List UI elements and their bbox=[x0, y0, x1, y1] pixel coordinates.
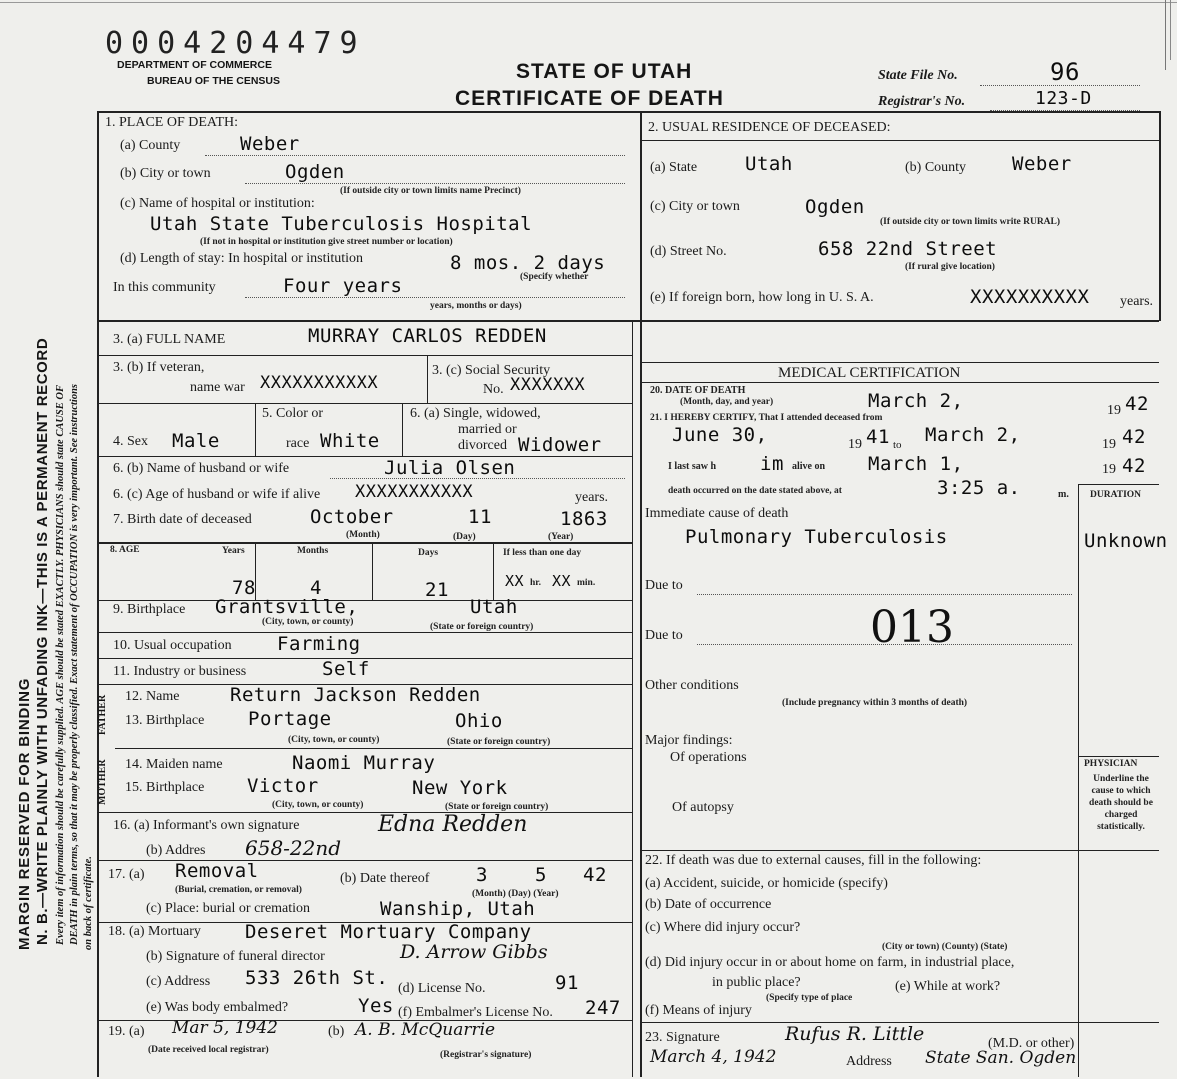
death-city: Ogden bbox=[285, 161, 345, 183]
stay-hospital: 8 mos. 2 days bbox=[450, 252, 606, 274]
due-to-label-2: Due to bbox=[645, 628, 683, 643]
age-days: 21 bbox=[425, 579, 449, 601]
major-findings-label: Major findings: bbox=[645, 733, 733, 748]
disposition: Removal bbox=[175, 860, 259, 882]
res-county: Weber bbox=[1012, 153, 1072, 175]
external-label: 22. If death was due to external causes, fill in the following: bbox=[645, 853, 982, 868]
occurrence-label: (b) Date of occurrence bbox=[645, 897, 772, 912]
injury-where-label: (c) Where did injury occur? bbox=[645, 920, 801, 935]
industry-label: 11. Industry or business bbox=[113, 664, 247, 679]
father-birthplace-city: Portage bbox=[248, 708, 332, 730]
page-edge bbox=[0, 2, 1177, 3]
county-label: (a) County bbox=[120, 138, 181, 153]
place-heading: 1. PLACE OF DEATH: bbox=[105, 115, 239, 130]
res-city: Ogden bbox=[805, 196, 865, 218]
registrar-note: (Registrar's signature) bbox=[440, 1050, 532, 1060]
occupation-label: 10. Usual occupation bbox=[113, 638, 232, 653]
hr-label: hr. bbox=[530, 578, 542, 588]
margin-instructions-3: on back of certificate. bbox=[83, 856, 94, 950]
removal-year: 42 bbox=[583, 864, 607, 886]
last-saw-him: im bbox=[760, 453, 784, 475]
funeral-address-label: (c) Address bbox=[146, 974, 211, 989]
marital-status: Widower bbox=[518, 434, 602, 456]
serial-number: 0004204479 bbox=[105, 26, 366, 61]
mother-city-note: (City, town, or county) bbox=[272, 800, 364, 810]
birth-year: 1863 bbox=[560, 508, 608, 530]
marital-label-1: 6. (a) Single, widowed, bbox=[410, 406, 541, 421]
dept-commerce: DEPARTMENT OF COMMERCE bbox=[117, 59, 272, 71]
state-title: STATE OF UTAH bbox=[516, 60, 693, 83]
immediate-cause-label: Immediate cause of death bbox=[645, 506, 789, 521]
community-label: In this community bbox=[113, 280, 216, 295]
attended-to: March 2, bbox=[925, 424, 1021, 446]
less-than-day-label: If less than one day bbox=[503, 548, 582, 558]
to-year: 42 bbox=[1122, 426, 1146, 448]
signature-label: 23. Signature bbox=[645, 1030, 720, 1045]
mother-birthplace-city: Victor bbox=[247, 775, 319, 797]
father-side-label: FATHER bbox=[97, 694, 108, 735]
birthplace-label: 9. Birthplace bbox=[113, 602, 186, 617]
license-label: (d) License No. bbox=[398, 981, 486, 996]
dod-label: 20. DATE OF DEATH bbox=[650, 385, 746, 396]
registrar-label: Registrar's No. bbox=[878, 94, 966, 109]
at-work-label: (e) While at work? bbox=[895, 979, 1001, 994]
registrar-signature: A. B. McQuarrie bbox=[355, 1020, 496, 1040]
res-state: Utah bbox=[745, 153, 793, 175]
form-top-border bbox=[97, 111, 1159, 113]
res-street-label: (d) Street No. bbox=[650, 244, 727, 259]
father-bp-label: 13. Birthplace bbox=[125, 713, 205, 728]
time-suffix: m. bbox=[1058, 489, 1069, 500]
signature-date: March 4, 1942 bbox=[650, 1047, 777, 1067]
embalmer-license-label: (f) Embalmer's License No. bbox=[398, 1005, 553, 1020]
specify-place-note: (Specify type of place bbox=[766, 993, 853, 1003]
dod-year: 42 bbox=[1125, 393, 1149, 415]
burial-place: Wanship, Utah bbox=[380, 898, 536, 920]
cause-code: 013 bbox=[870, 602, 954, 653]
pregnancy-note: (Include pregnancy within 3 months of death) bbox=[782, 698, 968, 708]
occupation: Farming bbox=[277, 633, 361, 655]
veteran-label: 3. (b) If veteran, bbox=[113, 360, 205, 375]
last-saw-label: I last saw h bbox=[668, 461, 717, 472]
birthplace-city: Grantsville, bbox=[215, 596, 359, 618]
father-city-note: (City, town, or county) bbox=[288, 735, 380, 745]
mother-state-note: (State or foreign country) bbox=[445, 802, 549, 812]
mother-maiden-name: Naomi Murray bbox=[292, 752, 436, 774]
residence-heading: 2. USUAL RESIDENCE OF DECEASED: bbox=[648, 120, 891, 135]
father-name-label: 12. Name bbox=[125, 689, 180, 704]
medical-heading: MEDICAL CERTIFICATION bbox=[778, 365, 961, 381]
mother-name-label: 14. Maiden name bbox=[125, 757, 223, 772]
hospital-label: (c) Name of hospital or institution: bbox=[120, 196, 315, 211]
other-conditions-label: Other conditions bbox=[645, 678, 739, 693]
removal-note: (Burial, cremation, or removal) bbox=[175, 885, 302, 895]
months-label: Months bbox=[297, 546, 329, 556]
age-hours: XX bbox=[505, 572, 525, 590]
foreign-years: XXXXXXXXXX bbox=[970, 286, 1090, 308]
age-years: 78 bbox=[232, 577, 256, 599]
mortuary-label: 18. (a) Mortuary bbox=[108, 924, 201, 939]
veteran-war: XXXXXXXXXXX bbox=[260, 373, 379, 393]
sex-label: 4. Sex bbox=[113, 434, 148, 449]
father-birthplace-state: Ohio bbox=[455, 710, 503, 732]
removal-label: 17. (a) bbox=[108, 867, 145, 882]
to-label: to bbox=[893, 439, 902, 451]
margin-instructions-2: DEATH in plain terms, so that it may be properly classified. Exact statement of OCCUPATION is very important. See instructions bbox=[69, 384, 80, 945]
birthplace-state: Utah bbox=[470, 596, 518, 618]
occurred-label: death occurred on the date stated above, at bbox=[668, 486, 842, 496]
margin-binding-text: MARGIN RESERVED FOR BINDING bbox=[16, 677, 33, 950]
res-city-note: (If outside city or town limits write RURAL) bbox=[880, 217, 1061, 227]
autopsy-label: Of autopsy bbox=[672, 800, 734, 815]
removal-month: 3 bbox=[476, 864, 488, 886]
day-note: (Day) bbox=[453, 532, 476, 542]
marital-label-3: divorced bbox=[458, 438, 507, 453]
res-state-label: (a) State bbox=[650, 160, 698, 175]
state-file-label: State File No. bbox=[878, 68, 958, 83]
certificate-title: CERTIFICATE OF DEATH bbox=[455, 87, 724, 110]
margin-instructions-1: Every item of information should be carefully supplied. AGE should be stated EXACTLY. PHYSICIANS should state CAUSE OF bbox=[55, 385, 66, 945]
color-label: 5. Color or bbox=[262, 406, 324, 421]
to-19: 19 bbox=[1102, 437, 1116, 452]
spouse-name: Julia Olsen bbox=[384, 457, 516, 479]
race-label: race bbox=[286, 436, 310, 451]
res-street-note: (If rural give location) bbox=[905, 262, 995, 272]
registrar-b-label: (b) bbox=[328, 1024, 345, 1039]
burial-place-label: (c) Place: burial or cremation bbox=[146, 901, 311, 916]
mdy-note: (Month) (Day) (Year) bbox=[472, 889, 559, 899]
certify-label: 21. I HEREBY CERTIFY, That I attended deceased from bbox=[650, 413, 883, 423]
community-note: years, months or days) bbox=[430, 301, 522, 311]
director-signature: D. Arrow Gibbs bbox=[400, 941, 548, 963]
received-label: 19. (a) bbox=[108, 1024, 145, 1039]
city-county-state-note: (City or town) (County) (State) bbox=[882, 942, 1008, 952]
page-edge bbox=[1165, 0, 1166, 70]
fullname-label: 3. (a) FULL NAME bbox=[113, 332, 226, 347]
physician-address-label: Address bbox=[846, 1054, 892, 1069]
operations-label: Of operations bbox=[670, 750, 747, 765]
immediate-cause: Pulmonary Tuberculosis bbox=[685, 526, 948, 548]
funeral-address: 533 26th St. bbox=[245, 967, 389, 989]
age-label: 8. AGE bbox=[110, 545, 140, 555]
father-name: Return Jackson Redden bbox=[230, 684, 481, 706]
city-label: (b) City or town bbox=[120, 166, 211, 181]
res-county-label: (b) County bbox=[905, 160, 967, 175]
ss-label: 3. (c) Social Security bbox=[432, 363, 551, 378]
from-19: 19 bbox=[848, 437, 862, 452]
dod-19: 19 bbox=[1107, 403, 1121, 418]
due-to-label-1: Due to bbox=[645, 578, 683, 593]
physician-address: State San. Ogden bbox=[925, 1048, 1077, 1068]
mother-side-label: MOTHER bbox=[97, 759, 108, 805]
physician-signature: Rufus R. Little bbox=[785, 1023, 925, 1045]
embalmed-label: (e) Was body embalmed? bbox=[146, 1000, 289, 1015]
age-minutes: XX bbox=[552, 572, 572, 590]
res-city-label: (c) City or town bbox=[650, 199, 740, 214]
father-state-note: (State or foreign country) bbox=[447, 737, 551, 747]
age-months: 4 bbox=[310, 577, 322, 599]
last-year: 42 bbox=[1122, 455, 1146, 477]
res-street: 658 22nd Street bbox=[818, 238, 998, 260]
ss-no-label: No. bbox=[483, 382, 504, 397]
industry: Self bbox=[322, 658, 370, 680]
page-edge bbox=[1170, 0, 1171, 60]
informant-sig-label: 16. (a) Informant's own signature bbox=[113, 818, 300, 833]
duration: Unknown bbox=[1084, 530, 1168, 552]
death-county: Weber bbox=[240, 133, 300, 155]
date-of-death: March 2, bbox=[868, 390, 964, 412]
form-left-border bbox=[97, 111, 99, 1077]
margin-write-plainly-text: N. B.—WRITE PLAINLY WITH UNFADING INK—THIS IS A PERMANENT RECORD bbox=[34, 337, 51, 945]
year-note: (Year) bbox=[548, 532, 574, 542]
director-label: (b) Signature of funeral director bbox=[146, 949, 325, 964]
sex: Male bbox=[172, 430, 220, 452]
birth-day: 11 bbox=[468, 506, 492, 528]
full-name: MURRAY CARLOS REDDEN bbox=[308, 325, 547, 347]
physician-heading: PHYSICIAN bbox=[1084, 759, 1138, 769]
duration-heading: DURATION bbox=[1090, 490, 1142, 500]
informant-address-label: (b) Addres bbox=[146, 843, 206, 858]
birthdate-label: 7. Birth date of deceased bbox=[113, 512, 252, 527]
specify-note: (Specify whether bbox=[520, 272, 589, 282]
embalmer-license: 247 bbox=[585, 997, 621, 1019]
state-country-note: (State or foreign country) bbox=[430, 622, 534, 632]
foreign-label: (e) If foreign born, how long in U. S. A. bbox=[650, 290, 874, 305]
days-label: Days bbox=[418, 548, 439, 558]
hospital-note: (If not in hospital or institution give street number or location) bbox=[200, 237, 453, 247]
bureau-census: BUREAU OF THE CENSUS bbox=[147, 75, 281, 87]
min-label: min. bbox=[577, 578, 596, 588]
accident-label: (a) Accident, suicide, or homicide (specify) bbox=[645, 876, 888, 891]
spouse-age: XXXXXXXXXXX bbox=[355, 482, 474, 502]
license-number: 91 bbox=[555, 972, 579, 994]
years-label: Years bbox=[222, 546, 245, 556]
mortuary: Deseret Mortuary Company bbox=[245, 921, 532, 943]
means-label: (f) Means of injury bbox=[645, 1003, 752, 1018]
removal-date-label: (b) Date thereof bbox=[340, 871, 430, 886]
received-note: (Date received local registrar) bbox=[148, 1045, 269, 1055]
stay-community: Four years bbox=[283, 275, 403, 297]
informant-signature: Edna Redden bbox=[378, 812, 528, 837]
city-note: (If outside city or town limits name Precinct) bbox=[340, 186, 521, 196]
race: White bbox=[320, 430, 380, 452]
social-security: XXXXXXX bbox=[510, 375, 586, 395]
foreign-years-suffix: years. bbox=[1120, 294, 1154, 309]
spouse-age-years: years. bbox=[575, 490, 609, 505]
injury-home-label: (d) Did injury occur in or about home on farm, in industrial place, bbox=[645, 955, 1015, 970]
war-label: name war bbox=[190, 380, 245, 395]
stay-label: (d) Length of stay: In hospital or institution bbox=[120, 251, 364, 266]
mother-bp-label: 15. Birthplace bbox=[125, 780, 205, 795]
form-right-border bbox=[1159, 111, 1161, 321]
state-file-number: 96 bbox=[1050, 58, 1080, 86]
alive-on-label: alive on bbox=[792, 461, 826, 472]
public-place-label: in public place? bbox=[712, 975, 801, 990]
section-divider bbox=[97, 320, 1159, 322]
mother-birthplace-state: New York bbox=[412, 777, 508, 799]
physician-note: Underline the cause to which death should be charged statistically. bbox=[1089, 774, 1153, 832]
column-divider bbox=[640, 111, 642, 1077]
city-county-note: (City, town, or county) bbox=[262, 617, 354, 627]
last-saw-date: March 1, bbox=[868, 453, 964, 475]
informant-address: 658-22nd bbox=[245, 836, 342, 860]
time-of-death: 3:25 a. bbox=[937, 477, 1021, 499]
last-19: 19 bbox=[1102, 462, 1116, 477]
month-note: (Month) bbox=[346, 530, 380, 540]
hospital-name: Utah State Tuberculosis Hospital bbox=[150, 213, 533, 235]
spouse-label: 6. (b) Name of husband or wife bbox=[113, 461, 290, 476]
marital-label-2: married or bbox=[458, 422, 517, 437]
md-label: (M.D. or other) bbox=[988, 1036, 1075, 1051]
embalmed: Yes bbox=[358, 995, 394, 1017]
registrar-number: 123-D bbox=[1035, 88, 1092, 109]
spouse-age-label: 6. (c) Age of husband or wife if alive bbox=[113, 487, 321, 502]
dod-note: (Month, day, and year) bbox=[680, 397, 774, 407]
removal-day: 5 bbox=[535, 864, 547, 886]
attended-from: June 30, bbox=[672, 424, 768, 446]
birth-month: October bbox=[310, 506, 394, 528]
from-year: 41 bbox=[866, 426, 890, 448]
date-received: Mar 5, 1942 bbox=[172, 1018, 278, 1038]
